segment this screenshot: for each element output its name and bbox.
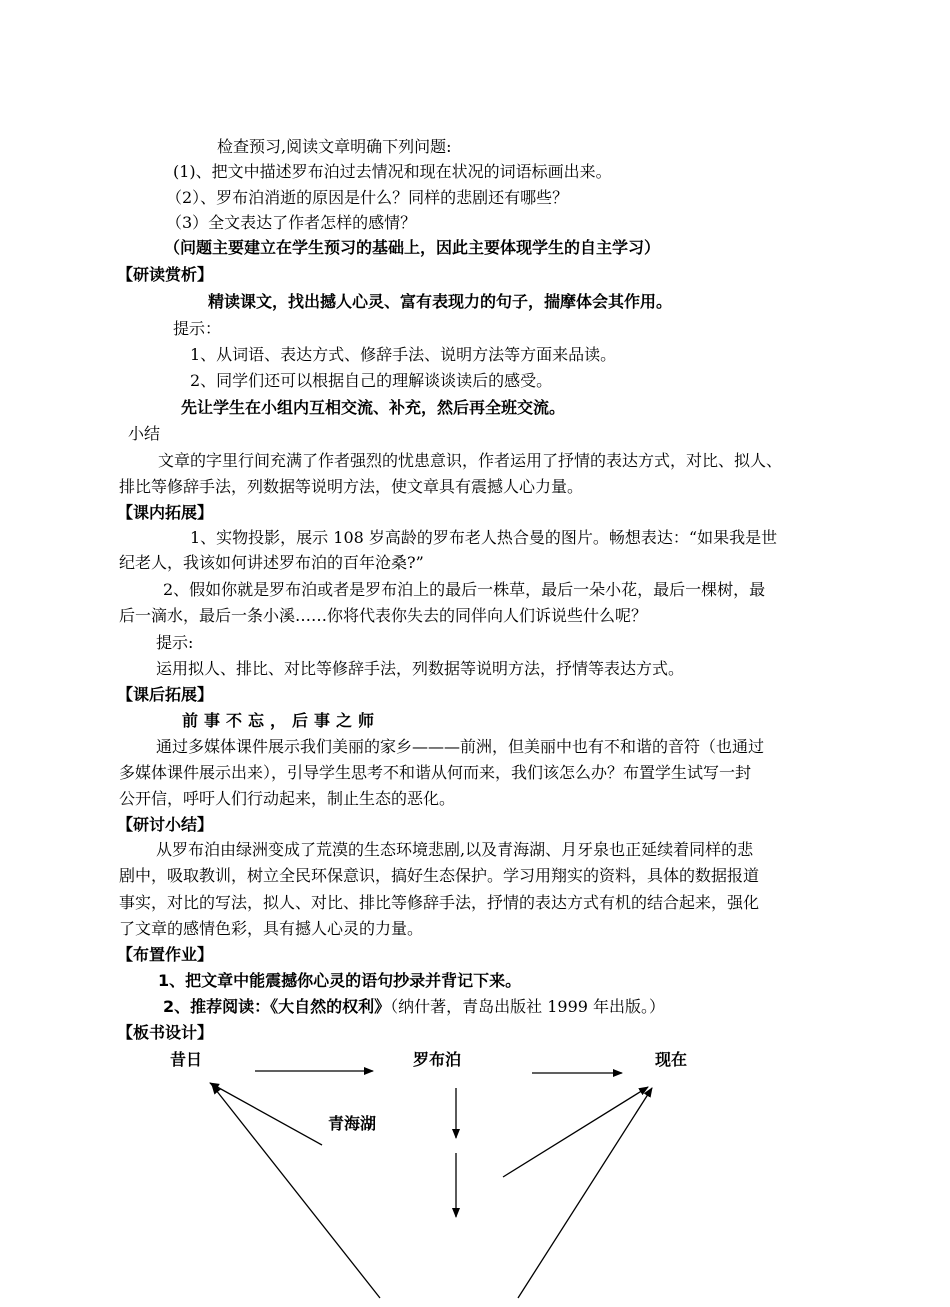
homework-item-2 [163, 997, 665, 1017]
study-hint-2: 2、同学们还可以根据自己的理解谈谈读后的感受。 [190, 371, 553, 390]
homework-item-2-publisher: （纳什著，青岛出版社 1999 年出版。） [390, 997, 666, 1016]
preview-note: （问题主要建立在学生预习的基础上，因此主要体现学生的自主学习） [164, 238, 661, 257]
arrow-right-to-now [503, 1087, 648, 1177]
inclass-item-1-line-2: 纪老人，我该如何讲述罗布泊的百年沧桑?” [119, 553, 424, 572]
review-line-1: 从罗布泊由绿洲变成了荒漠的生态环境悲剧,以及青海湖、月牙泉也正延续着同样的悲 [156, 840, 754, 859]
study-task: 精读课文，找出撼人心灵、富有表现力的句子，揣摩体会其作用。 [208, 292, 673, 311]
board-diagram [0, 1040, 950, 1307]
section-heading-inclass: 【课内拓展】 [117, 503, 214, 522]
after-motto: 前事不忘，后事之师 [182, 711, 381, 730]
arrow-bottom-to-now [518, 1088, 652, 1298]
preview-question-2: （2）、罗布泊消逝的原因是什么？同样的悲剧还有哪些？ [166, 188, 569, 207]
preview-question-3: （3）全文表达了作者怎样的感情？ [166, 213, 417, 232]
homework-item-1: 1、把文章中能震撼你心灵的语句抄录并背记下来。 [158, 971, 522, 990]
arrow-lake-to-past [210, 1083, 322, 1145]
review-line-2: 剧中，吸取教训，树立全民环保意识，搞好生态保护。学习用翔实的资料，具体的数据报道 [119, 866, 760, 885]
board-label-past: 昔日 [170, 1050, 203, 1069]
inclass-hint: 运用拟人、排比、对比等修辞手法，列数据等说明方法，抒情等表达方式。 [156, 659, 685, 678]
inclass-item-1-line-1: 1、实物投影，展示 108 岁高龄的罗布老人热合曼的图片。畅想表达：“如果我是世 [190, 528, 778, 547]
preview-intro: 检查预习,阅读文章明确下列问题: [217, 137, 452, 156]
study-hint-1: 1、从词语、表达方式、修辞手法、说明方法等方面来品读。 [190, 345, 617, 364]
study-summary-line-1: 文章的字里行间充满了作者强烈的忧患意识，作者运用了抒情的表达方式，对比、拟人、 [158, 451, 783, 470]
after-line-1: 通过多媒体课件展示我们美丽的家乡———前洲，但美丽中也有不和谐的音符（也通过 [156, 737, 765, 756]
review-line-3: 事实，对比的写法，拟人、对比、排比等修辞手法，抒情的表达方式有机的结合起来，强化 [119, 893, 760, 912]
study-group-discussion: 先让学生在小组内互相交流、补充，然后再全班交流。 [181, 398, 566, 417]
section-heading-study: 【研读赏析】 [117, 265, 214, 284]
inclass-item-2-line-1: 2、假如你就是罗布泊或者是罗布泊上的最后一株草，最后一朵小花，最后一棵树，最 [163, 580, 766, 599]
board-label-lake: 青海湖 [328, 1114, 377, 1133]
section-heading-after: 【课后拓展】 [117, 685, 214, 704]
homework-item-2-title: 2、推荐阅读：《大自然的权利》 [163, 997, 391, 1016]
study-hint-label: 提示： [173, 319, 222, 338]
board-label-now: 现在 [655, 1050, 688, 1069]
inclass-item-2-line-2: 后一滴水，最后一条小溪……你将代表你失去的同伴向人们诉说些什么呢？ [119, 606, 648, 625]
board-label-center: 罗布泊 [413, 1050, 462, 1069]
section-heading-board: 【板书设计】 [117, 1023, 214, 1042]
section-heading-homework: 【布置作业】 [117, 945, 214, 964]
after-line-2: 多媒体课件展示出来），引导学生思考不和谐从何而来，我们该怎么办？布置学生试写一封 [119, 763, 752, 782]
arrow-bottom-to-past [212, 1085, 380, 1298]
preview-question-1: (1)、把文中描述罗布泊过去情况和现在状况的词语标画出来。 [173, 162, 612, 181]
inclass-hint-label: 提示: [156, 633, 194, 652]
review-line-4: 了文章的感情色彩，具有撼人心灵的力量。 [119, 919, 424, 938]
section-heading-review: 【研讨小结】 [117, 815, 214, 834]
study-summary-line-2: 排比等修辞手法，列数据等说明方法，使文章具有震撼人心力量。 [119, 477, 584, 496]
study-summary-label: 小结 [128, 424, 161, 443]
after-line-3: 公开信，呼吁人们行动起来，制止生态的恶化。 [119, 789, 456, 808]
